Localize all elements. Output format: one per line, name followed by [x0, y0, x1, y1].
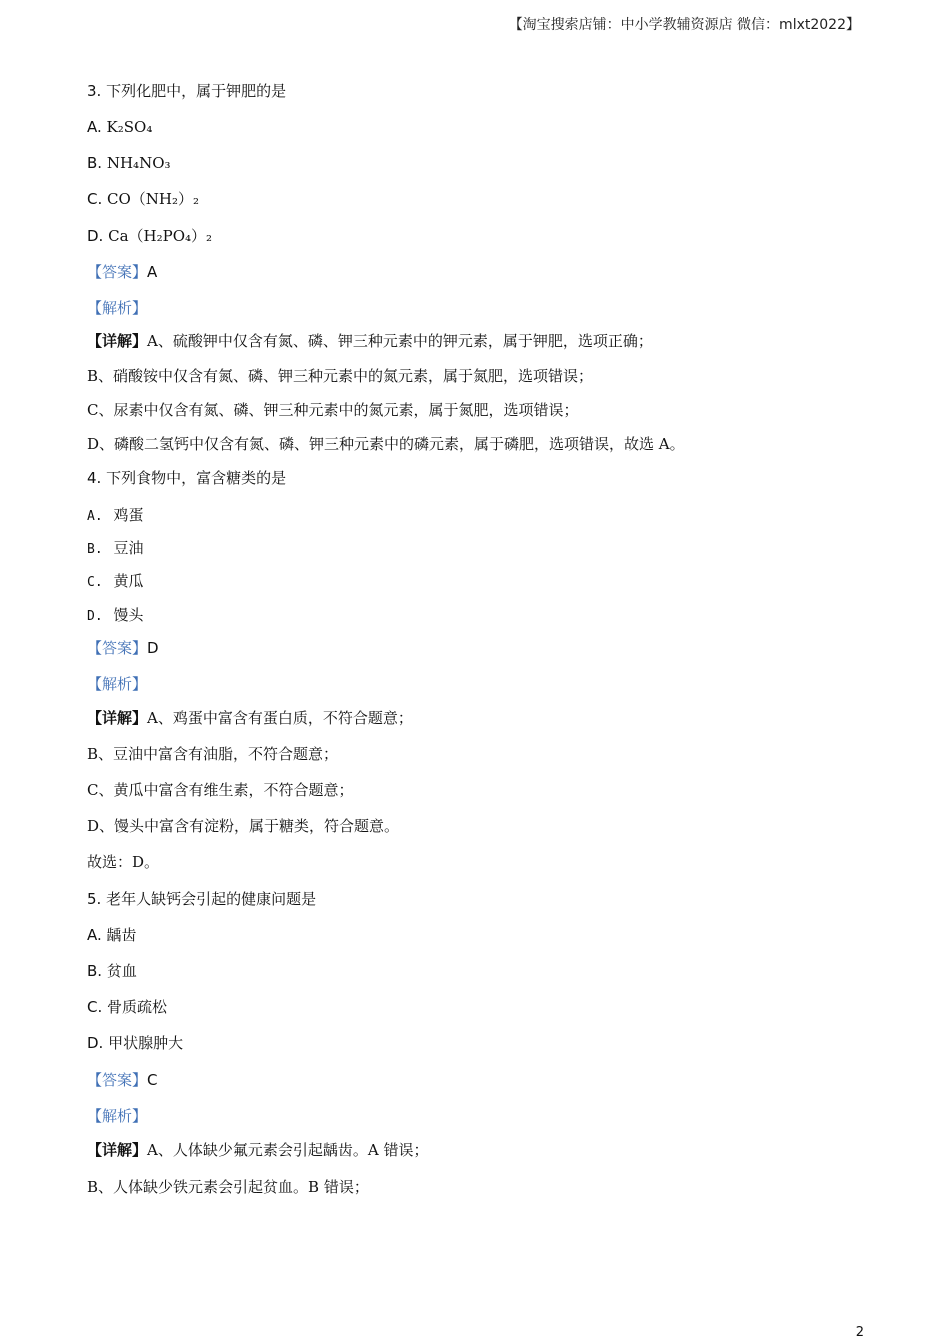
answer-value: D	[147, 639, 159, 657]
question-number: 5.	[87, 890, 102, 908]
detail-line: C、黄瓜中富含有维生素，不符合题意；	[87, 781, 354, 799]
conclusion-line: 故选：D。	[87, 853, 160, 871]
option-b: B. 贫血	[87, 962, 137, 980]
detail-line: C、尿素中仅含有氮、磷、钾三种元素中的氮元素，属于氮肥，选项错误；	[87, 401, 579, 419]
question-text: 下列食物中，富含糖类的是	[106, 469, 287, 487]
analysis-tag: 【解析】	[87, 299, 148, 317]
detail-line: 【详解】A、鸡蛋中富含有蛋白质，不符合题意；	[87, 709, 413, 727]
analysis-tag: 【解析】	[87, 675, 148, 693]
option-a: A. 龋齿	[87, 926, 137, 944]
option-d: D. 甲状腺肿大	[87, 1034, 184, 1052]
answer-tag: 【答案】	[87, 639, 148, 657]
answer-tag: 【答案】	[87, 1071, 148, 1089]
detail-tag: 【详解】	[87, 1141, 148, 1159]
detail-line: B、硝酸铵中仅含有氮、磷、钾三种元素中的氮元素，属于氮肥，选项错误；	[87, 367, 594, 385]
option-d: D. 馒头	[87, 606, 144, 624]
detail-line: B、豆油中富含有油脂，不符合题意；	[87, 745, 339, 763]
detail-tag: 【详解】	[87, 332, 148, 350]
option-c: C. 骨质疏松	[87, 998, 168, 1016]
page-header: 【淘宝搜索店铺：中小学教辅资源店 微信：mlxt2022】	[508, 17, 860, 33]
detail-line: 【详解】A、硫酸钾中仅含有氮、磷、钾三种元素中的钾元素，属于钾肥，选项正确；	[87, 332, 653, 350]
question-3-stem	[87, 81, 286, 101]
question-number: 3.	[87, 82, 102, 100]
option-c: C. CO（NH₂）₂	[87, 190, 200, 208]
answer-line	[87, 1070, 158, 1090]
answer-tag: 【答案】	[87, 263, 148, 281]
question-text: 老年人缺钙会引起的健康问题是	[106, 890, 317, 908]
option-a: A. K₂SO₄	[87, 118, 153, 136]
detail-line: D、磷酸二氢钙中仅含有氮、磷、钾三种元素中的磷元素，属于磷肥，选项错误，故选 A。	[87, 435, 685, 453]
option-b: B. NH₄NO₃	[87, 154, 171, 172]
option-b: B. 豆油	[87, 539, 144, 557]
option-d: D. Ca（H₂PO₄）₂	[87, 227, 213, 245]
option-c: C. 黄瓜	[87, 572, 144, 590]
page-number: 2	[855, 1325, 864, 1340]
detail-line: 【详解】A、人体缺少氟元素会引起龋齿。A 错误；	[87, 1141, 429, 1159]
detail-tag: 【详解】	[87, 709, 148, 727]
answer-value: A	[147, 263, 158, 281]
option-a: A. 鸡蛋	[87, 506, 144, 524]
detail-line: D、馒头中富含有淀粉，属于糖类，符合题意。	[87, 817, 400, 835]
analysis-tag: 【解析】	[87, 1107, 148, 1125]
question-number: 4.	[87, 469, 102, 487]
detail-line: B、人体缺少铁元素会引起贫血。B 错误；	[87, 1178, 369, 1196]
answer-line	[87, 638, 159, 658]
question-4-stem	[87, 468, 286, 488]
question-5-stem	[87, 889, 316, 909]
question-text: 下列化肥中，属于钾肥的是	[106, 82, 287, 100]
answer-value: C	[147, 1071, 158, 1089]
answer-line	[87, 262, 157, 282]
